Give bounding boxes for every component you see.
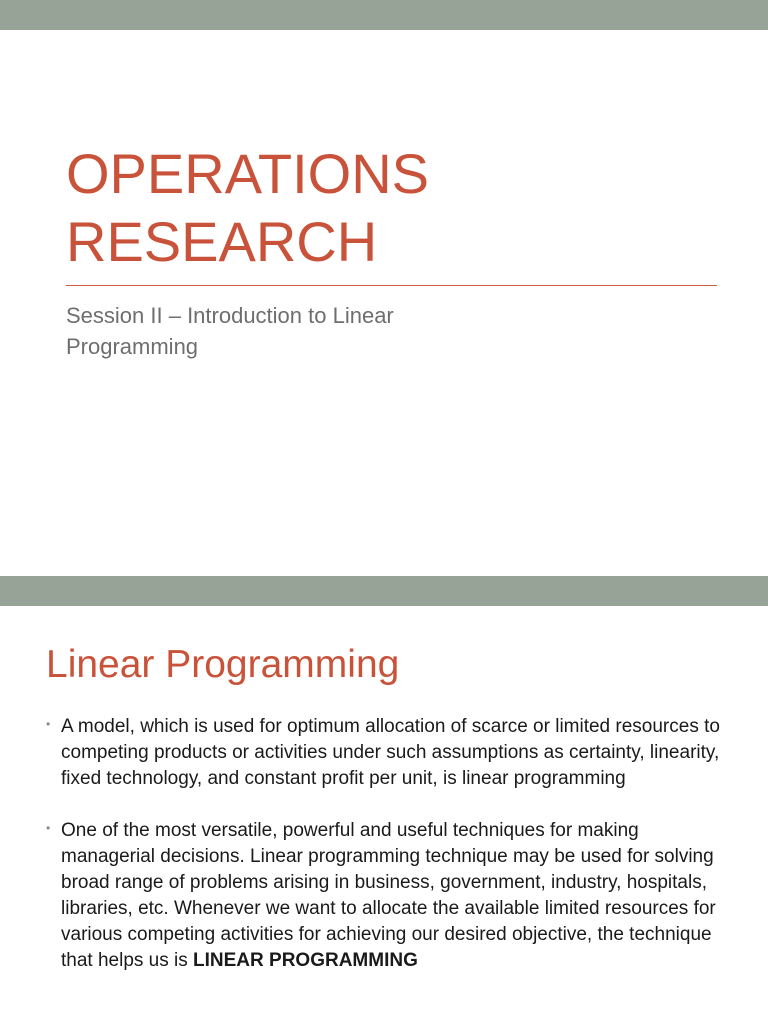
slide-heading: Linear Programming <box>46 643 400 686</box>
slide-linear-programming <box>0 576 768 1024</box>
bullet-text: One of the most versatile, powerful and useful techniques for making managerial decisions. Linear programming technique may be used for solving broad range of problems arising in business, government, industry, hospitals, libraries, etc. Whenever we want to allocate the available limited resources for various competing activities for achieving our desired objective, the technique that helps us is <box>61 820 716 971</box>
bullet-icon: • <box>46 717 51 731</box>
title-divider <box>66 285 717 286</box>
slide-header-band <box>0 576 768 606</box>
bullet-text: A model, which is used for optimum allocation of scarce or limited resources to competing products or activities under such assumptions as certainty, linearity, fixed technology, and constant profit per unit, is linear programming <box>61 716 720 789</box>
bullet-item <box>46 818 726 974</box>
slide-title-heading <box>66 140 716 276</box>
title-line-2: RESEARCH <box>66 210 378 273</box>
title-line-1: OPERATIONS <box>66 142 430 205</box>
slide-header-band <box>0 0 768 30</box>
bullet-item <box>46 714 726 792</box>
bullet-list <box>46 714 726 1000</box>
bullet-emphasis: LINEAR PROGRAMMING <box>193 950 418 971</box>
bullet-icon: • <box>46 821 51 835</box>
slide-subtitle: Session II – Introduction to Linear Programming <box>66 303 394 359</box>
